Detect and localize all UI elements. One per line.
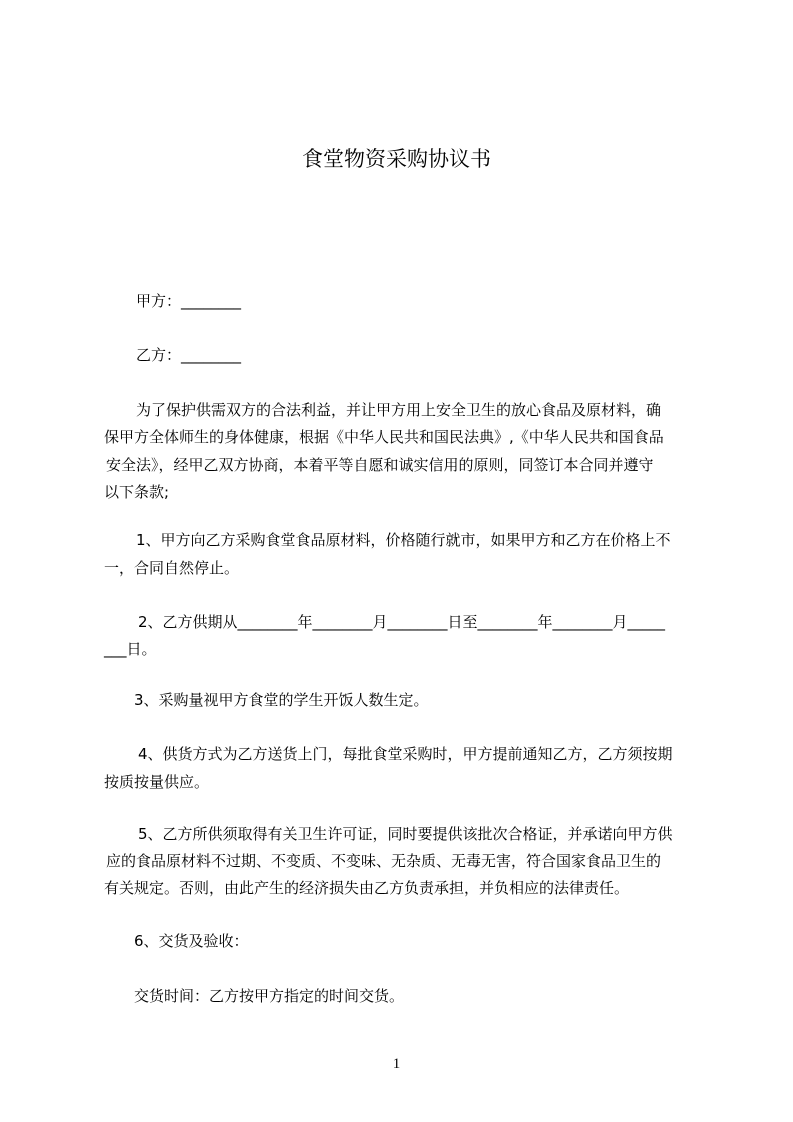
clause-4-line: 按质按量供应。	[104, 773, 210, 791]
clause-3-line: 3、采购量视甲方食堂的学生开饭人数生定。	[134, 691, 429, 709]
page-number: 1	[392, 1056, 401, 1072]
clause-6-line: 6、交货及验收：	[134, 932, 249, 950]
document-title: 食堂物资采购协议书	[302, 147, 491, 171]
intro-line: 安全法》，经甲乙双方协商，本着平等自愿和诚实信用的原则，同签订本合同并遵守	[106, 456, 654, 474]
clause-5-line: 5、乙方所供须取得有关卫生许可证，同时要提供该批次合格证，并承诺向甲方供	[138, 825, 673, 843]
party-a-line: 甲方：________	[136, 292, 242, 310]
intro-line: 为了保护供需双方的合法利益，并让甲方用上安全卫生的放心食品及原材料，确	[136, 401, 662, 419]
clause-5-line: 有关规定。否则，由此产生的经济损失由乙方负责承担，并负相应的法律责任。	[104, 879, 630, 897]
clause-2-line: 2、乙方供期从________年________月________日至________年________月_____	[138, 613, 666, 631]
intro-line: 保甲方全体师生的身体健康，根据《中华人民共和国民法典》,《中华人民共和国食品	[104, 428, 664, 446]
clause-5-line: 应的食品原材料不过期、不变质、不变味、无杂质、无毒无害，符合国家食品卫生的	[106, 852, 662, 870]
intro-line: 以下条款;	[104, 483, 170, 501]
clause-2-line: ___日。	[104, 640, 157, 658]
party-b-line: 乙方：________	[136, 346, 242, 364]
delivery-time-line: 交货时间：乙方按甲方指定的时间交货。	[134, 987, 405, 1005]
clause-4-line: 4、供货方式为乙方送货上门，每批食堂采购时，甲方提前通知乙方，乙方须按期	[138, 745, 673, 763]
clause-1-line: 1、甲方向乙方采购食堂食品原材料，价格随行就市，如果甲方和乙方在价格上不	[136, 531, 671, 549]
clause-1-line: 一，合同自然停止。	[104, 559, 240, 577]
